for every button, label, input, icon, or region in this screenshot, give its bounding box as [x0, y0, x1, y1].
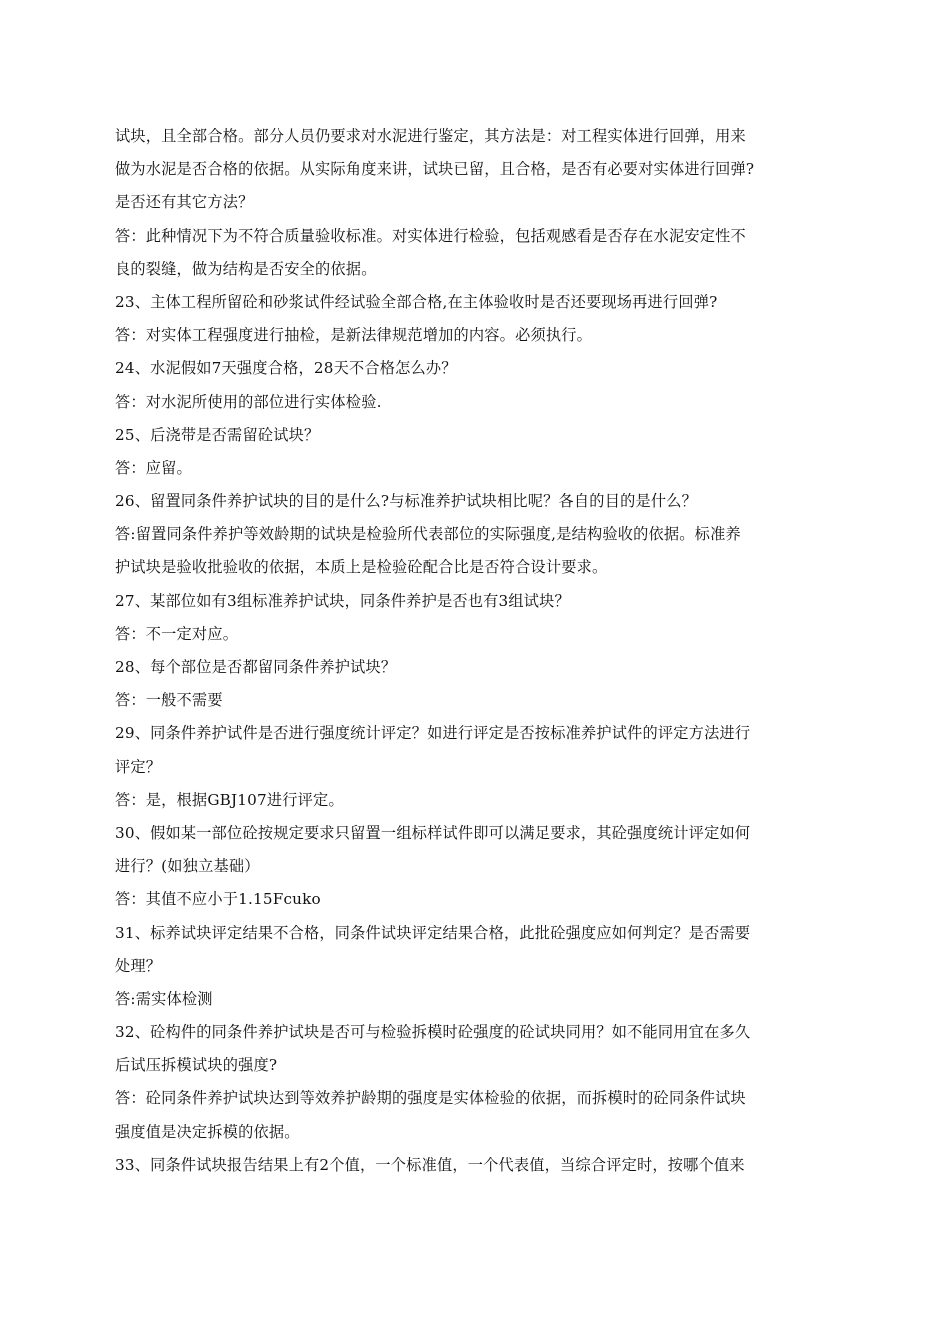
- answer-line: 答：不一定对应。: [115, 624, 239, 643]
- answer-line: 强度值是决定拆模的依据。: [115, 1122, 300, 1141]
- question-line-32: 32、砼构件的同条件养护试块是否可与检验拆模时砼强度的砼试块同用？如不能同用宜在多久: [115, 1023, 751, 1042]
- question-line-23: 23、主体工程所留砼和砂浆试件经试验全部合格,在主体验收时是否还要现场再进行回弹?: [115, 292, 718, 311]
- answer-line: 答：砼同条件养护试块达到等效养护龄期的强度是实体检验的依据，而拆模时的砼同条件试块: [115, 1089, 746, 1108]
- question-line-31: 31、标养试块评定结果不合格，同条件试块评定结果合格，此批砼强度应如何判定？是否需要: [115, 923, 751, 942]
- question-line-24: 24、水泥假如7天强度合格，28天不合格怎么办？: [115, 359, 457, 378]
- question-line-31: 处理？: [115, 956, 162, 975]
- question-line-30: 进行？(如独立基础）: [115, 857, 260, 876]
- text-line: 试块，且全部合格。部分人员仍要求对水泥进行鉴定，其方法是：对工程实体进行回弹，用来: [115, 127, 746, 145]
- answer-line: 答:留置同条件养护等效龄期的试块是检验所代表部位的实际强度,是结构验收的依据。标准养: [115, 525, 741, 544]
- answer-line: 护试块是验收批验收的依据，本质上是检验砼配合比是否符合设计要求。: [115, 558, 608, 577]
- question-line-33: 33、同条件试块报告结果上有2个值，一个标准值，一个代表值，当综合评定时，按哪个值来: [115, 1155, 745, 1174]
- answer-line: 答：此种情况下为不符合质量验收标准。对实体进行检验，包括观感看是否存在水泥安定性不: [115, 226, 746, 245]
- question-line-27: 27、某部位如有3组标准养护试块，同条件养护是否也有3组试块？: [115, 591, 570, 610]
- answer-line: 答：对水泥所使用的部位进行实体检验.: [115, 392, 382, 411]
- text-line: 做为水泥是否合格的依据。从实际角度来讲，试块已留，且合格，是否有必要对实体进行回弹?: [115, 160, 755, 179]
- answer-line: 答：其值不应小于1.15Fcuko: [115, 890, 321, 909]
- answer-line: 答:需实体检测: [115, 989, 213, 1008]
- answer-line: 答：对实体工程强度进行抽检，是新法律规范增加的内容。必须执行。: [115, 326, 593, 345]
- answer-line: 答：是，根据GBJ107进行评定。: [115, 790, 344, 809]
- question-line-25: 25、后浇带是否需留砼试块？: [115, 425, 320, 444]
- question-line-30: 30、假如某一部位砼按规定要求只留置一组标样试件即可以满足要求，其砼强度统计评定如何: [115, 823, 751, 842]
- answer-line: 答：应留。: [115, 458, 192, 477]
- answer-line: 良的裂缝，做为结构是否安全的依据。: [115, 259, 377, 278]
- text-line: 是否还有其它方法？: [115, 193, 254, 212]
- question-line-28: 28、每个部位是否都留同条件养护试块？: [115, 658, 397, 676]
- question-line-29: 29、同条件养护试件是否进行强度统计评定？如进行评定是否按标准养护试件的评定方法进行: [115, 724, 751, 743]
- question-line-26: 26、留置同条件养护试块的目的是什么?与标准养护试块相比呢？各自的目的是什么？: [115, 492, 698, 511]
- question-line-32: 后试压拆模试块的强度?: [115, 1056, 278, 1075]
- question-line-29: 评定？: [115, 757, 162, 776]
- answer-line: 答：一般不需要: [115, 691, 223, 710]
- document-body: [115, 120, 820, 1182]
